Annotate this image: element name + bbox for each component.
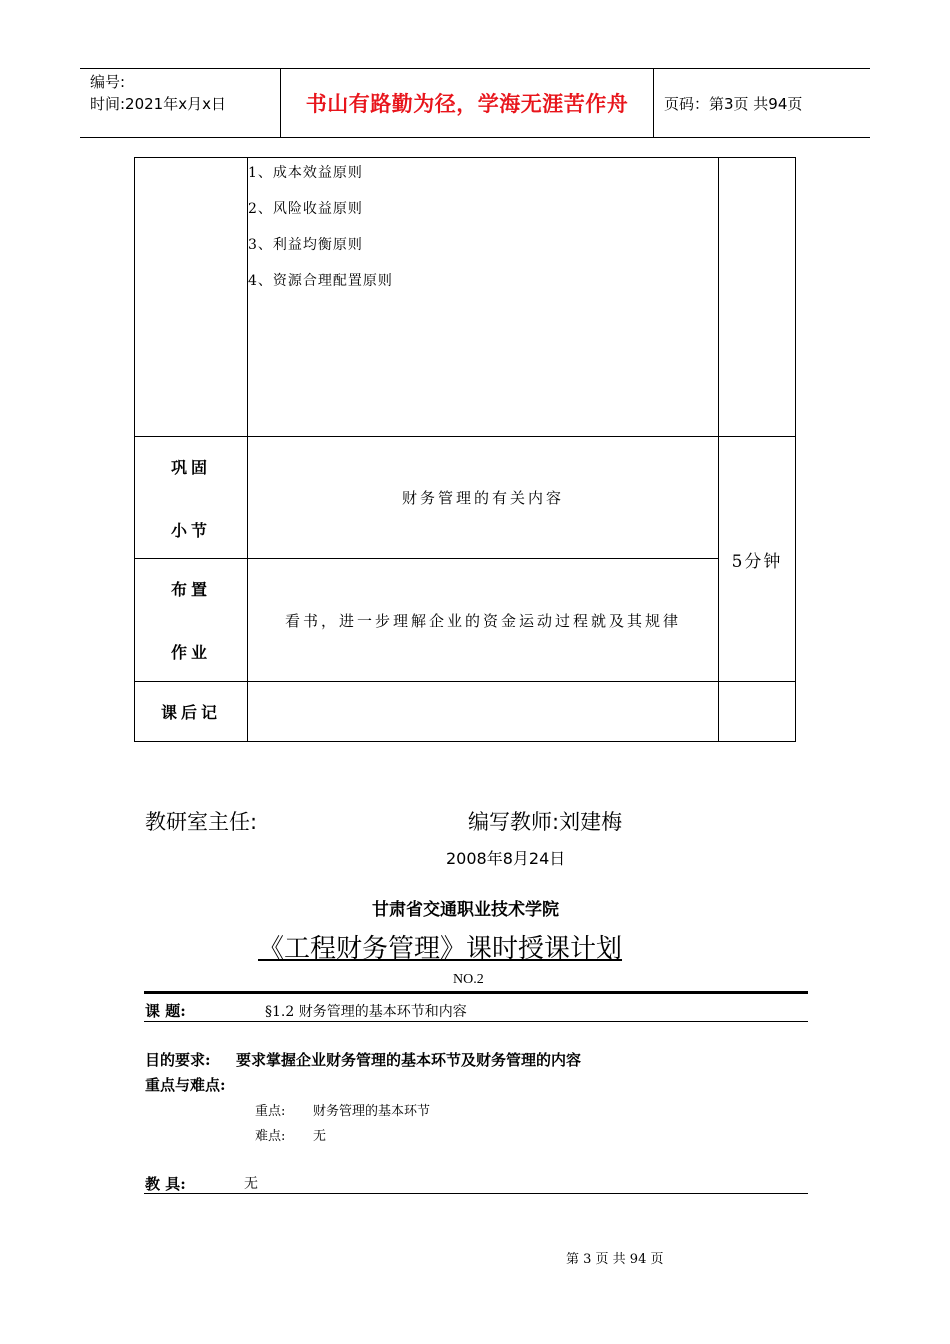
signature-date: 2008年8月24日 bbox=[446, 849, 566, 868]
time-cell-empty bbox=[719, 158, 796, 437]
difficulty-label: 难点: bbox=[255, 1129, 286, 1144]
notes-time bbox=[719, 682, 796, 742]
school-name: 甘肃省交通职业技术学院 bbox=[372, 900, 559, 920]
writer-signature: 编写教师:刘建梅 bbox=[468, 810, 623, 834]
consolidate-content: 财务管理的有关内容 bbox=[248, 437, 719, 559]
tools-rule bbox=[144, 1193, 808, 1194]
topic-rule bbox=[144, 1021, 808, 1022]
tools-value: 无 bbox=[244, 1176, 258, 1192]
difficulty-value: 无 bbox=[313, 1129, 327, 1144]
consolidate-label-line1: 巩固 bbox=[170, 458, 211, 477]
goal-label: 目的要求: bbox=[145, 1051, 211, 1069]
principles-cell bbox=[248, 158, 719, 437]
table-row bbox=[135, 559, 796, 682]
key-point-value: 财务管理的基本环节 bbox=[313, 1104, 431, 1119]
list-item: 4、资源合理配置原则 bbox=[248, 273, 393, 289]
duration-cell: 5分钟 bbox=[719, 437, 796, 682]
title-rule bbox=[144, 991, 808, 994]
plan-number: NO.2 bbox=[453, 972, 484, 987]
page-header bbox=[80, 68, 870, 138]
plan-title: 《工程财务管理》课时授课计划 bbox=[258, 934, 623, 964]
tools-label: 教 具: bbox=[145, 1175, 186, 1193]
table-row bbox=[135, 437, 796, 559]
consolidate-label-line2: 小节 bbox=[170, 521, 211, 540]
page-footer: 第 3 页 共 94 页 bbox=[566, 1252, 664, 1267]
list-item: 1、成本效益原则 bbox=[248, 165, 363, 181]
key-difficulty-label: 重点与难点: bbox=[145, 1076, 226, 1094]
table-row bbox=[135, 682, 796, 742]
topic-label: 课 题: bbox=[145, 1002, 186, 1020]
homework-label-line2: 作业 bbox=[170, 643, 211, 662]
principles-list bbox=[248, 158, 718, 306]
notes-content bbox=[248, 682, 719, 742]
header-motto: 书山有路勤为径，学海无涯苦作舟 bbox=[281, 69, 654, 137]
homework-content: 看书，进一步理解企业的资金运动过程就及其规律 bbox=[248, 559, 719, 682]
consolidate-label bbox=[135, 437, 248, 559]
list-item: 3、利益均衡原则 bbox=[248, 237, 363, 253]
notes-label: 课后记 bbox=[135, 682, 248, 742]
director-signature: 教研室主任: bbox=[145, 810, 258, 834]
header-page-info: 页码：第3页 共94页 bbox=[664, 94, 803, 113]
header-meta bbox=[80, 69, 281, 137]
homework-label-line1: 布置 bbox=[170, 580, 211, 599]
list-item: 2、风险收益原则 bbox=[248, 201, 363, 217]
goal-value: 要求掌握企业财务管理的基本环节及财务管理的内容 bbox=[236, 1051, 582, 1069]
number-label: 编号: bbox=[90, 73, 126, 91]
key-point-label: 重点: bbox=[255, 1104, 286, 1119]
topic-value: §1.2 财务管理的基本环节和内容 bbox=[265, 1004, 467, 1020]
time-label: 时间:2021年x月x日 bbox=[90, 95, 226, 113]
homework-label bbox=[135, 559, 248, 682]
empty-label-cell bbox=[135, 158, 248, 437]
table-row bbox=[135, 158, 796, 437]
lesson-table bbox=[134, 157, 796, 742]
